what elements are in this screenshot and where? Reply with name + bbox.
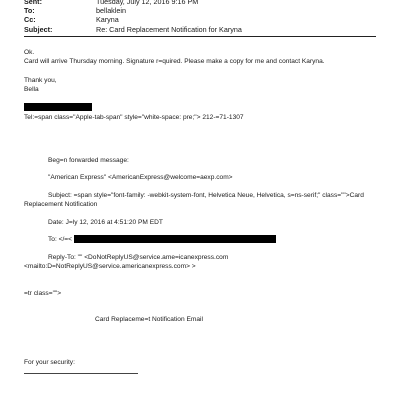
- cc-label: Cc:: [24, 15, 36, 24]
- body-card-line: Card will arrive Thursday morning. Signature r=quired. Please make a copy for me and contact Karyna.: [24, 58, 325, 65]
- forwarded-to: To: </=<: [48, 236, 73, 243]
- notification-title: Card Replaceme=t Notification Email: [95, 316, 203, 323]
- tel-line: Tel:=span class="Apple-tab-span" style="white-space: pre;"> 212-=71-1307: [24, 114, 244, 121]
- header-divider: [24, 36, 376, 37]
- body-name: Bella: [24, 86, 39, 93]
- redaction-bar-recipient: [74, 235, 276, 243]
- to-value: bellaklein: [96, 6, 126, 15]
- forwarded-subject-line1: Subject: =span style="font-family: -webkit-system-font, Helvetica Neue, Helvetica, s=ns-serif;" class="">Card: [48, 192, 364, 199]
- body-ok: Ok.: [24, 49, 35, 56]
- forwarded-reply-line2: <mailto:D=NotReplyUS@service.americanexpress.com> >: [24, 263, 196, 270]
- forwarded-date: Date: J=ly 12, 2016 at 4:51:20 PM EDT: [48, 219, 163, 226]
- body-thanks: Thank you,: [24, 77, 57, 84]
- forwarded-reply-line1: Reply-To: "" <DoNotReplyUS@service.ame=icanexpress.com: [48, 254, 229, 261]
- subject-label: Subject:: [24, 25, 53, 34]
- forwarded-from: "American Express" <AmericanExpress@welcome=aexp.com>: [48, 174, 233, 181]
- security-heading: For your security:: [24, 359, 75, 366]
- forwarded-subject-line2: Replacement Notification: [24, 201, 98, 208]
- sent-label: Sent:: [24, 0, 42, 6]
- redaction-bar-signature: [24, 103, 92, 111]
- sent-value: Tuesday, July 12, 2016 9:16 PM: [96, 0, 199, 6]
- tr-fragment: =tr class="">: [24, 290, 62, 297]
- cc-value: Karyna: [96, 15, 119, 24]
- subject-value: Re: Card Replacement Notification for Karyna: [96, 25, 242, 34]
- security-underline: [24, 373, 138, 374]
- forwarded-begin: Beg=n forwarded message:: [48, 157, 129, 164]
- to-label: To:: [24, 6, 35, 15]
